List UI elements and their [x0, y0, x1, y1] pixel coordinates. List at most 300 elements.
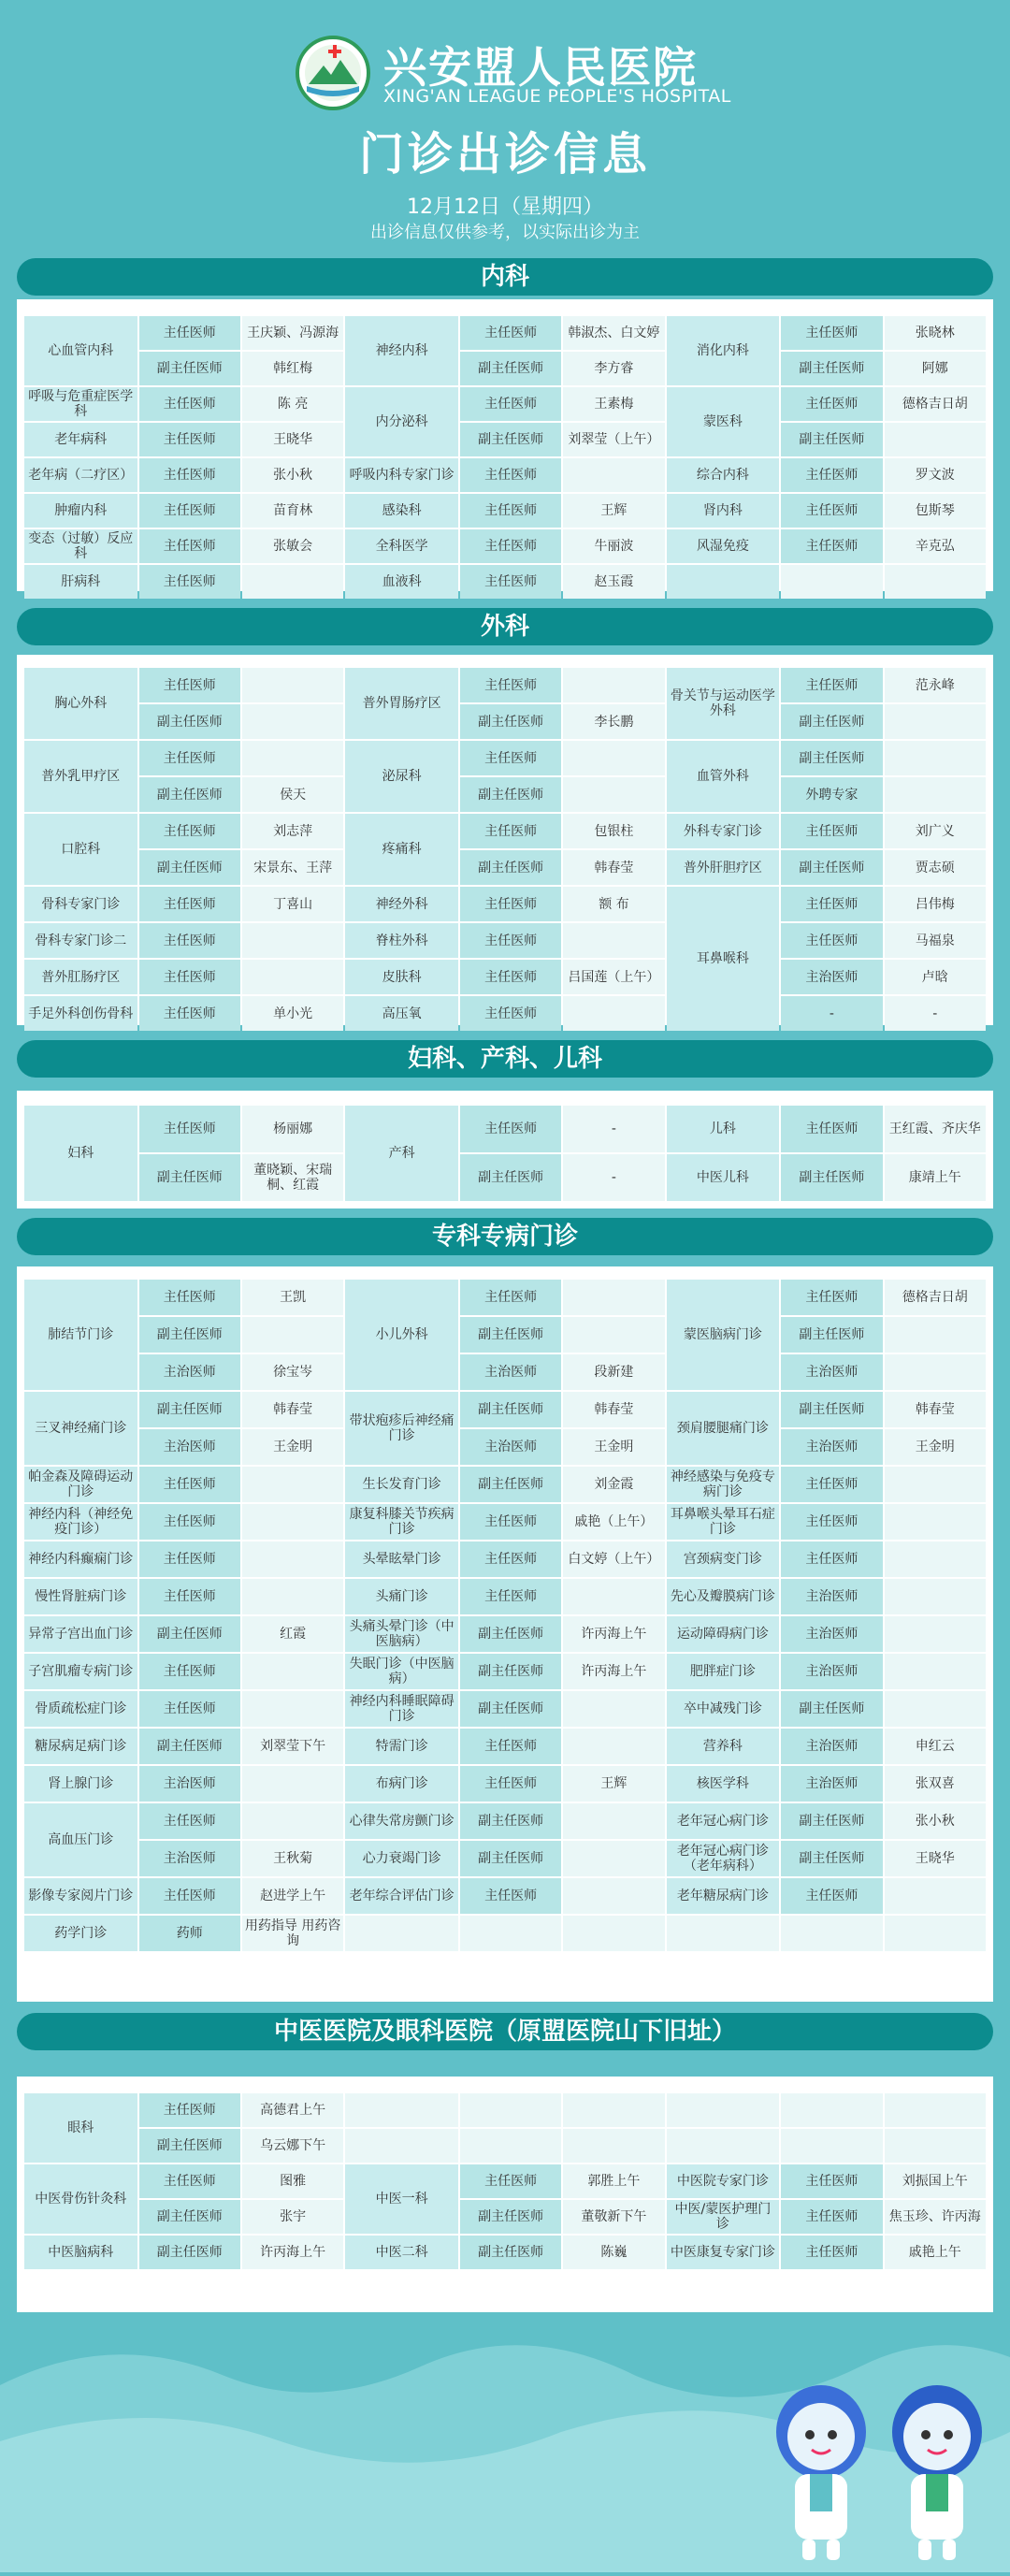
doctor-cell: 杨丽娜 — [242, 1106, 343, 1152]
title-level-cell: 主任医师 — [781, 2236, 882, 2269]
title-level-cell: 主任医师 — [139, 668, 240, 702]
doctor-cell — [460, 1916, 561, 1951]
doctor-cell: 罗文波 — [885, 458, 986, 492]
schedule-table-surgery — [22, 666, 988, 1033]
doctor-cell — [242, 565, 343, 599]
department-cell: 老年病（二疗区） — [24, 458, 137, 492]
table-row — [24, 1616, 986, 1652]
title-level-cell: 主任医师 — [460, 1106, 561, 1152]
title-level-cell: 主任医师 — [460, 960, 561, 994]
department-cell: 呼吸与危重症医学科 — [24, 387, 137, 421]
doctor-cell — [242, 1467, 343, 1502]
doctor-cell: 戚艳上午 — [885, 2236, 986, 2269]
doctor-cell: 刘振国上午 — [885, 2164, 986, 2198]
doctor-cell — [563, 1916, 664, 1951]
title-level-cell: 主任医师 — [781, 923, 882, 958]
department-cell: 耳鼻喉科 — [667, 887, 780, 1031]
department-cell: 高压氧 — [345, 996, 458, 1031]
title-level-cell: 主任医师 — [139, 1579, 240, 1614]
doctor-cell — [885, 565, 986, 599]
doctor-cell — [885, 423, 986, 456]
title-level-cell: 主任医师 — [781, 887, 882, 921]
department-cell: 泌尿科 — [345, 741, 458, 812]
doctor-cell: 王金明 — [242, 1429, 343, 1465]
table-row — [24, 1392, 986, 1427]
title-level-cell: 副主任医师 — [139, 1729, 240, 1764]
doctor-cell: 段新建 — [563, 1354, 664, 1390]
table-row — [24, 1729, 986, 1764]
title-level-cell: 副主任医师 — [781, 352, 882, 385]
title-level-cell: 副主任医师 — [139, 704, 240, 739]
doctor-cell — [885, 777, 986, 812]
date-label: 12月12日（星期四） — [407, 195, 603, 219]
title-level-cell: 主治医师 — [139, 1354, 240, 1390]
doctor-cell — [563, 1729, 664, 1764]
doctor-cell: 董敬新下午 — [563, 2200, 664, 2234]
title-level-cell: 主任医师 — [139, 1467, 240, 1502]
department-cell: 三叉神经痛门诊 — [24, 1392, 137, 1465]
department-cell: 特需门诊 — [345, 1729, 458, 1764]
department-cell: 药学门诊 — [24, 1916, 137, 1951]
department-cell: 康复科膝关节疾病门诊 — [345, 1504, 458, 1540]
table-row — [24, 1106, 986, 1152]
table-row — [24, 1429, 986, 1465]
department-cell: 运动障碍病门诊 — [667, 1616, 780, 1652]
department-cell: 蒙医科 — [667, 387, 780, 456]
table-row — [24, 1317, 986, 1353]
doctor-cell: 丁喜山 — [242, 887, 343, 921]
department-cell: 肥胖症门诊 — [667, 1654, 780, 1689]
doctor-cell — [563, 741, 664, 775]
department-cell: 核医学科 — [667, 1766, 780, 1802]
doctor-cell: 王晓华 — [885, 1841, 986, 1876]
department-cell: 骨科专家门诊 — [24, 887, 137, 921]
doctor-cell: 包斯琴 — [885, 494, 986, 528]
title-level-cell: 主任医师 — [460, 996, 561, 1031]
department-cell: 普外胃肠疗区 — [345, 668, 458, 739]
doctor-cell — [563, 777, 664, 812]
doctor-cell: 吕国莲（上午） — [563, 960, 664, 994]
department-cell: 中医二科 — [345, 2236, 458, 2269]
mascot-right-icon — [872, 2381, 1003, 2568]
doctor-cell: 王金明 — [885, 1429, 986, 1465]
title-level-cell: 副主任医师 — [460, 1392, 561, 1427]
title-level-cell: 副主任医师 — [139, 1317, 240, 1353]
title-level-cell: 副主任医师 — [460, 1803, 561, 1839]
title-level-cell: 主治医师 — [781, 1654, 882, 1689]
doctor-cell — [885, 1467, 986, 1502]
department-cell: 老年综合评估门诊 — [345, 1878, 458, 1914]
title-level-cell: 主任医师 — [460, 1541, 561, 1577]
department-cell: 骨关节与运动医学外科 — [667, 668, 780, 739]
table-row — [24, 887, 986, 921]
disclaimer-note: 出诊信息仅供参考，以实际出诊为主 — [370, 223, 640, 242]
doctor-cell: 韩春莹 — [242, 1392, 343, 1427]
department-cell: 疼痛科 — [345, 814, 458, 885]
table-row — [24, 1916, 986, 1951]
doctor-cell — [242, 1654, 343, 1689]
department-cell: 脊柱外科 — [345, 923, 458, 958]
table-row — [24, 1504, 986, 1540]
doctor-cell — [563, 1317, 664, 1353]
doctor-cell: 韩淑杰、白文婷 — [563, 316, 664, 350]
title-level-cell: 主任医师 — [139, 423, 240, 456]
doctor-cell — [242, 1766, 343, 1802]
department-cell: 口腔科 — [24, 814, 137, 885]
title-level-cell: 主任医师 — [460, 887, 561, 921]
title-level-cell: 副主任医师 — [781, 1317, 882, 1353]
title-level-cell: 外聘专家 — [781, 777, 882, 812]
doctor-cell: 康靖上午 — [885, 1154, 986, 1201]
title-level-cell: 主任医师 — [460, 316, 561, 350]
table-row — [24, 1354, 986, 1390]
department-cell: 慢性肾脏病门诊 — [24, 1579, 137, 1614]
title-level-cell: 主任医师 — [139, 316, 240, 350]
department-cell: 老年冠心病门诊 — [667, 1803, 780, 1839]
department-cell: 血管外科 — [667, 741, 780, 812]
department-cell: 中医院专家门诊 — [667, 2164, 780, 2198]
department-cell: 骨质疏松症门诊 — [24, 1691, 137, 1727]
department-cell: 卒中减残门诊 — [667, 1691, 780, 1727]
doctor-cell — [885, 1354, 986, 1390]
title-level-cell: 副主任医师 — [781, 1392, 882, 1427]
department-cell: 失眠门诊（中医脑病） — [345, 1654, 458, 1689]
table-row — [24, 1280, 986, 1315]
title-level-cell: 主任医师 — [460, 1579, 561, 1614]
doctor-cell: 苗育林 — [242, 494, 343, 528]
doctor-cell — [242, 704, 343, 739]
schedule-table-specialty-clinics — [22, 1278, 988, 1953]
doctor-cell: 吕伟梅 — [885, 887, 986, 921]
doctor-cell: 刘金霞 — [563, 1467, 664, 1502]
title-level-cell: 副主任医师 — [460, 1654, 561, 1689]
title-level-cell: 主任医师 — [139, 1654, 240, 1689]
doctor-cell: 许丙海上午 — [563, 1654, 664, 1689]
department-cell — [667, 565, 780, 599]
title-level-cell: 主任医师 — [781, 1541, 882, 1577]
doctor-cell — [667, 2129, 780, 2163]
doctor-cell: 张敏会 — [242, 529, 343, 563]
table-row — [24, 352, 986, 385]
section-header-tcm-eye-hospital: 中医医院及眼科医院（原盟医院山下旧址） — [17, 2013, 993, 2050]
doctor-cell — [781, 565, 882, 599]
title-level-cell: 副主任医师 — [139, 1154, 240, 1201]
title-level-cell: 主任医师 — [781, 668, 882, 702]
doctor-cell: 范永峰 — [885, 668, 986, 702]
department-cell: 异常子宫出血门诊 — [24, 1616, 137, 1652]
department-cell: 老年病科 — [24, 423, 137, 456]
department-cell: 中医康复专家门诊 — [667, 2236, 780, 2269]
doctor-cell — [885, 1541, 986, 1577]
doctor-cell: 侯天 — [242, 777, 343, 812]
doctor-cell — [667, 2093, 780, 2127]
department-cell: 头痛门诊 — [345, 1579, 458, 1614]
department-cell: 风湿免疫 — [667, 529, 780, 563]
doctor-cell: 辛克弘 — [885, 529, 986, 563]
doctor-cell — [242, 923, 343, 958]
doctor-cell — [345, 1916, 458, 1951]
title-level-cell: 主任医师 — [139, 996, 240, 1031]
title-level-cell: 主任医师 — [139, 565, 240, 599]
doctor-cell — [563, 996, 664, 1031]
department-cell: 综合内科 — [667, 458, 780, 492]
department-cell: 肿瘤内科 — [24, 494, 137, 528]
doctor-cell: 赵玉霞 — [563, 565, 664, 599]
title-level-cell: 主任医师 — [139, 960, 240, 994]
doctor-cell: 韩红梅 — [242, 352, 343, 385]
department-cell: 肝病科 — [24, 565, 137, 599]
title-level-cell: 主任医师 — [460, 741, 561, 775]
doctor-cell — [885, 704, 986, 739]
doctor-cell: 张宇 — [242, 2200, 343, 2234]
table-row — [24, 316, 986, 350]
title-level-cell: 主任医师 — [460, 923, 561, 958]
title-level-cell: 药师 — [139, 1916, 240, 1951]
title-level-cell: 主任医师 — [139, 494, 240, 528]
doctor-cell: 韩春莹 — [563, 1392, 664, 1427]
title-level-cell: 主治医师 — [781, 1729, 882, 1764]
title-level-cell: 主任医师 — [139, 1803, 240, 1839]
title-level-cell: 主任医师 — [460, 1766, 561, 1802]
title-level-cell: 主任医师 — [781, 1106, 882, 1152]
page-title: 门诊出诊信息 — [358, 128, 651, 181]
department-cell: 神经外科 — [345, 887, 458, 921]
doctor-cell — [242, 960, 343, 994]
department-cell: 神经感染与免疫专病门诊 — [667, 1467, 780, 1502]
title-level-cell: 副主任医师 — [781, 1691, 882, 1727]
doctor-cell — [563, 1280, 664, 1315]
doctor-cell: 用药指导 用药咨询 — [242, 1916, 343, 1951]
table-row — [24, 850, 986, 885]
title-level-cell: 主任医师 — [460, 494, 561, 528]
title-level-cell: 主任医师 — [139, 741, 240, 775]
doctor-cell: 牛丽波 — [563, 529, 664, 563]
title-level-cell: 主治医师 — [781, 1616, 882, 1652]
doctor-cell — [563, 668, 664, 702]
title-level-cell: 主任医师 — [460, 387, 561, 421]
doctor-cell — [885, 2129, 986, 2163]
doctor-cell: 乌云娜下午 — [242, 2129, 343, 2163]
doctor-cell: 德格吉日胡 — [885, 387, 986, 421]
doctor-cell: 许丙海上午 — [563, 1616, 664, 1652]
title-level-cell: 主治医师 — [460, 1354, 561, 1390]
doctor-cell — [563, 2129, 664, 2163]
doctor-cell — [563, 1691, 664, 1727]
doctor-cell — [242, 1691, 343, 1727]
department-cell: 头晕眩晕门诊 — [345, 1541, 458, 1577]
table-row — [24, 923, 986, 958]
title-level-cell: 主治医师 — [781, 1766, 882, 1802]
title-level-cell: 副主任医师 — [781, 1841, 882, 1876]
department-cell: 心力衰竭门诊 — [345, 1841, 458, 1876]
title-level-cell: 副主任医师 — [460, 1317, 561, 1353]
title-level-cell: 主治医师 — [781, 1579, 882, 1614]
doctor-cell — [885, 1654, 986, 1689]
doctor-cell — [885, 1878, 986, 1914]
section-header-gynecology: 妇科、产科、儿科 — [17, 1040, 993, 1078]
doctor-cell — [781, 2093, 882, 2127]
title-level-cell: 副主任医师 — [139, 2200, 240, 2234]
title-level-cell: 主任医师 — [460, 1729, 561, 1764]
doctor-cell — [242, 741, 343, 775]
doctor-cell: 张小秋 — [885, 1803, 986, 1839]
doctor-cell — [885, 1317, 986, 1353]
title-level-cell: 主任医师 — [460, 1280, 561, 1315]
doctor-cell: 张双喜 — [885, 1766, 986, 1802]
department-cell: 呼吸内科专家门诊 — [345, 458, 458, 492]
department-cell: 帕金森及障碍运动门诊 — [24, 1467, 137, 1502]
table-row — [24, 1803, 986, 1839]
hospital-logo-icon — [296, 36, 370, 110]
doctor-cell: 刘翠莹（上午） — [563, 423, 664, 456]
department-cell: 中医一科 — [345, 2164, 458, 2234]
department-cell: 营养科 — [667, 1729, 780, 1764]
title-level-cell: 副主任医师 — [460, 2236, 561, 2269]
doctor-cell — [242, 668, 343, 702]
doctor-cell — [781, 1916, 882, 1951]
department-cell: 普外肛肠疗区 — [24, 960, 137, 994]
doctor-cell: - — [563, 1106, 664, 1152]
doctor-cell — [781, 2129, 882, 2163]
department-cell: 神经内科睡眠障碍门诊 — [345, 1691, 458, 1727]
doctor-cell — [563, 923, 664, 958]
department-cell: 胸心外科 — [24, 668, 137, 739]
mascot-left-icon — [756, 2381, 887, 2568]
title-level-cell: 主治医师 — [781, 960, 882, 994]
department-cell: 儿科 — [667, 1106, 780, 1152]
title-level-cell: 副主任医师 — [781, 850, 882, 885]
department-cell: 老年冠心病门诊（老年病科） — [667, 1841, 780, 1876]
table-row — [24, 814, 986, 848]
section-header-surgery: 外科 — [17, 608, 993, 645]
table-row — [24, 1654, 986, 1689]
title-level-cell: 主任医师 — [781, 494, 882, 528]
department-cell: 老年糖尿病门诊 — [667, 1878, 780, 1914]
title-level-cell: 主任医师 — [781, 1878, 882, 1914]
title-level-cell: 副主任医师 — [139, 2129, 240, 2163]
department-cell: 中医/蒙医护理门诊 — [667, 2200, 780, 2234]
doctor-cell — [242, 1317, 343, 1353]
department-cell: 神经内科 — [345, 316, 458, 385]
title-level-cell: 主任医师 — [781, 2164, 882, 2198]
doctor-cell: 王秋菊 — [242, 1841, 343, 1876]
doctor-cell: 阿娜 — [885, 352, 986, 385]
doctor-cell: 郭胜上午 — [563, 2164, 664, 2198]
doctor-cell: 马福泉 — [885, 923, 986, 958]
title-level-cell: 副主任医师 — [460, 1616, 561, 1652]
table-row — [24, 2236, 986, 2269]
doctor-cell: 陈巍 — [563, 2236, 664, 2269]
doctor-cell: 图雅 — [242, 2164, 343, 2198]
department-cell: 消化内科 — [667, 316, 780, 385]
department-cell: 普外肝胆疗区 — [667, 850, 780, 885]
doctor-cell: 申红云 — [885, 1729, 986, 1764]
doctor-cell — [242, 1541, 343, 1577]
doctor-cell: 王素梅 — [563, 387, 664, 421]
title-level-cell: 主任医师 — [139, 887, 240, 921]
table-row — [24, 2200, 986, 2234]
schedule-table-gynecology — [22, 1104, 988, 1203]
title-level-cell: 主任医师 — [781, 2200, 882, 2234]
table-row — [24, 1766, 986, 1802]
doctor-cell: 王辉 — [563, 1766, 664, 1802]
doctor-cell: 白文婷（上午） — [563, 1541, 664, 1577]
doctor-cell: 德格吉日胡 — [885, 1280, 986, 1315]
department-cell: 妇科 — [24, 1106, 137, 1201]
doctor-cell: 卢晗 — [885, 960, 986, 994]
title-level-cell: 副主任医师 — [460, 352, 561, 385]
title-level-cell: 主任医师 — [139, 2164, 240, 2198]
doctor-cell — [885, 1579, 986, 1614]
department-cell: 头痛头晕门诊（中医脑病） — [345, 1616, 458, 1652]
table-row — [24, 1579, 986, 1614]
title-level-cell: 主任医师 — [781, 814, 882, 848]
title-level-cell: 副主任医师 — [139, 1616, 240, 1652]
doctor-cell: 额 布 — [563, 887, 664, 921]
title-level-cell: 主任医师 — [139, 529, 240, 563]
department-cell: 中医脑病科 — [24, 2236, 137, 2269]
schedule-table-tcm-eye-hospital — [22, 2091, 988, 2271]
department-cell: 蒙医脑病门诊 — [667, 1280, 780, 1390]
department-cell: 高血压门诊 — [24, 1803, 137, 1876]
department-cell: 颈肩腰腿痛门诊 — [667, 1392, 780, 1465]
title-level-cell: 主任医师 — [139, 2093, 240, 2127]
doctor-cell — [885, 1691, 986, 1727]
table-row — [24, 1154, 986, 1201]
doctor-cell: 王晓华 — [242, 423, 343, 456]
table-row — [24, 996, 986, 1031]
department-cell: 变态（过敏）反应科 — [24, 529, 137, 563]
table-row — [24, 1878, 986, 1914]
doctor-cell: 韩春莹 — [885, 1392, 986, 1427]
title-level-cell: 副主任医师 — [781, 423, 882, 456]
doctor-cell: - — [885, 996, 986, 1031]
department-cell: 影像专家阅片门诊 — [24, 1878, 137, 1914]
doctor-cell: 包银柱 — [563, 814, 664, 848]
doctor-cell: 单小光 — [242, 996, 343, 1031]
title-level-cell: 副主任医师 — [139, 777, 240, 812]
title-level-cell: 主任医师 — [139, 923, 240, 958]
doctor-cell: 张小秋 — [242, 458, 343, 492]
title-level-cell: 主任医师 — [460, 565, 561, 599]
doctor-cell: 王金明 — [563, 1429, 664, 1465]
department-cell: 普外乳甲疗区 — [24, 741, 137, 812]
title-level-cell: 主治医师 — [139, 1841, 240, 1876]
doctor-cell — [460, 2129, 561, 2163]
title-level-cell: 副主任医师 — [781, 1154, 882, 1201]
doctor-cell — [885, 1504, 986, 1540]
department-cell: 带状疱疹后神经痛门诊 — [345, 1392, 458, 1465]
table-row — [24, 423, 986, 456]
department-cell: 骨科专家门诊二 — [24, 923, 137, 958]
title-level-cell: 主治医师 — [781, 1429, 882, 1465]
title-level-cell: 副主任医师 — [139, 2236, 240, 2269]
hospital-name-en: XING'AN LEAGUE PEOPLE'S HOSPITAL — [383, 86, 731, 107]
doctor-cell — [563, 1579, 664, 1614]
doctor-cell: 王庆颖、冯源海 — [242, 316, 343, 350]
table-row — [24, 1841, 986, 1876]
doctor-cell: 高德君上午 — [242, 2093, 343, 2127]
title-level-cell: 主任医师 — [460, 458, 561, 492]
department-cell: 肾上腺门诊 — [24, 1766, 137, 1802]
title-level-cell: 主任医师 — [139, 1280, 240, 1315]
department-cell: 中医儿科 — [667, 1154, 780, 1201]
title-level-cell: 副主任医师 — [460, 777, 561, 812]
table-row — [24, 704, 986, 739]
title-level-cell: 副主任医师 — [460, 1841, 561, 1876]
title-level-cell: - — [781, 996, 882, 1031]
title-level-cell: 主任医师 — [460, 1504, 561, 1540]
